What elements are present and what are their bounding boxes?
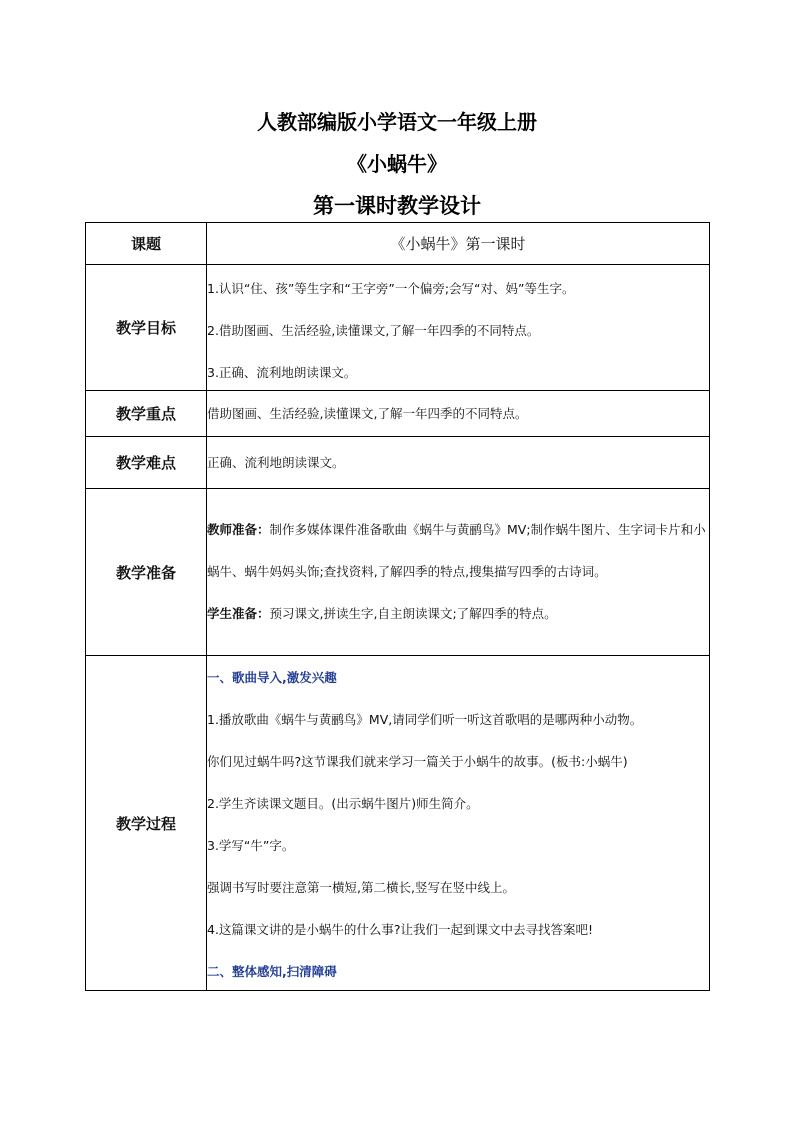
key-points-label: 教学重点 (86, 391, 207, 437)
key-points-cell (207, 391, 710, 437)
process-section-1: 一、歌曲导入,激发兴趣 (207, 670, 337, 685)
process-line-4: 3.学写“牛”字。 (207, 838, 295, 853)
difficulties-cell (207, 437, 710, 489)
goal-item-2: 2.借助图画、生活经验,读懂课文,了解一年四季的不同特点。 (207, 322, 540, 338)
doc-title-line1: 人教部编版小学语文一年级上册 (257, 110, 537, 134)
goals-cell (207, 265, 710, 391)
table-row-process (86, 656, 710, 991)
doc-title-line2: 《小蜗牛》 (347, 152, 447, 176)
process-line-2: 你们见过蜗牛吗?这节课我们就来学习一篇关于小蜗牛的故事。(板书:小蜗牛) (207, 754, 628, 769)
process-line-1: 1.播放歌曲《蜗牛与黄鹂鸟》MV,请同学们听一听这首歌唱的是哪两种小动物。 (207, 712, 643, 727)
difficulties-text: 正确、流利地朗读课文。 (207, 454, 345, 470)
process-line-3: 2.学生齐读课文题目。(出示蜗牛图片)师生简介。 (207, 796, 479, 811)
table-row-goals (86, 265, 710, 391)
topic-label: 课题 (86, 223, 207, 265)
teacher-prep-label: 教师准备： (207, 522, 270, 537)
lesson-plan-table (85, 222, 710, 991)
process-label: 教学过程 (86, 656, 207, 991)
teacher-prep-text: 制作多媒体课件准备歌曲《蜗牛与黄鹂鸟》MV;制作蜗牛图片、生字词卡片和小蜗牛、蜗牛妈妈头饰;查找资料,了解四季的特点,搜集描写四季的古诗词。 (207, 522, 706, 579)
difficulties-label: 教学难点 (86, 437, 207, 489)
process-section-2: 二、整体感知,扫清障碍 (207, 964, 337, 979)
key-points-text: 借助图画、生活经验,读懂课文,了解一年四季的不同特点。 (207, 405, 528, 421)
preparation-label: 教学准备 (86, 489, 207, 656)
process-line-5: 强调书写时要注意第一横短,第二横长,竖写在竖中线上。 (207, 880, 515, 895)
table-row-key-points (86, 391, 710, 437)
student-prep-text: 预习课文,拼读生字,自主朗读课文;了解四季的特点。 (269, 606, 557, 621)
goals-label: 教学目标 (86, 265, 207, 391)
goal-item-1: 1.认识“住、孩”等生字和“王字旁”一个偏旁;会写“对、妈”等生字。 (207, 280, 575, 296)
teacher-prep-paragraph (207, 509, 709, 593)
process-cell (207, 656, 710, 991)
doc-title-line3: 第一课时教学设计 (313, 194, 481, 218)
process-line-6: 4.这篇课文讲的是小蜗牛的什么事?让我们一起到课文中去寻找答案吧! (207, 922, 594, 937)
topic-value: 《小蜗牛》第一课时 (207, 223, 710, 265)
preparation-cell (207, 489, 710, 656)
student-prep-paragraph (207, 593, 709, 635)
table-row-difficulties (86, 437, 710, 489)
table-row-preparation (86, 489, 710, 656)
student-prep-label: 学生准备： (207, 606, 270, 621)
table-row-topic (86, 223, 710, 265)
goal-item-3: 3.正确、流利地朗读课文。 (207, 364, 357, 380)
